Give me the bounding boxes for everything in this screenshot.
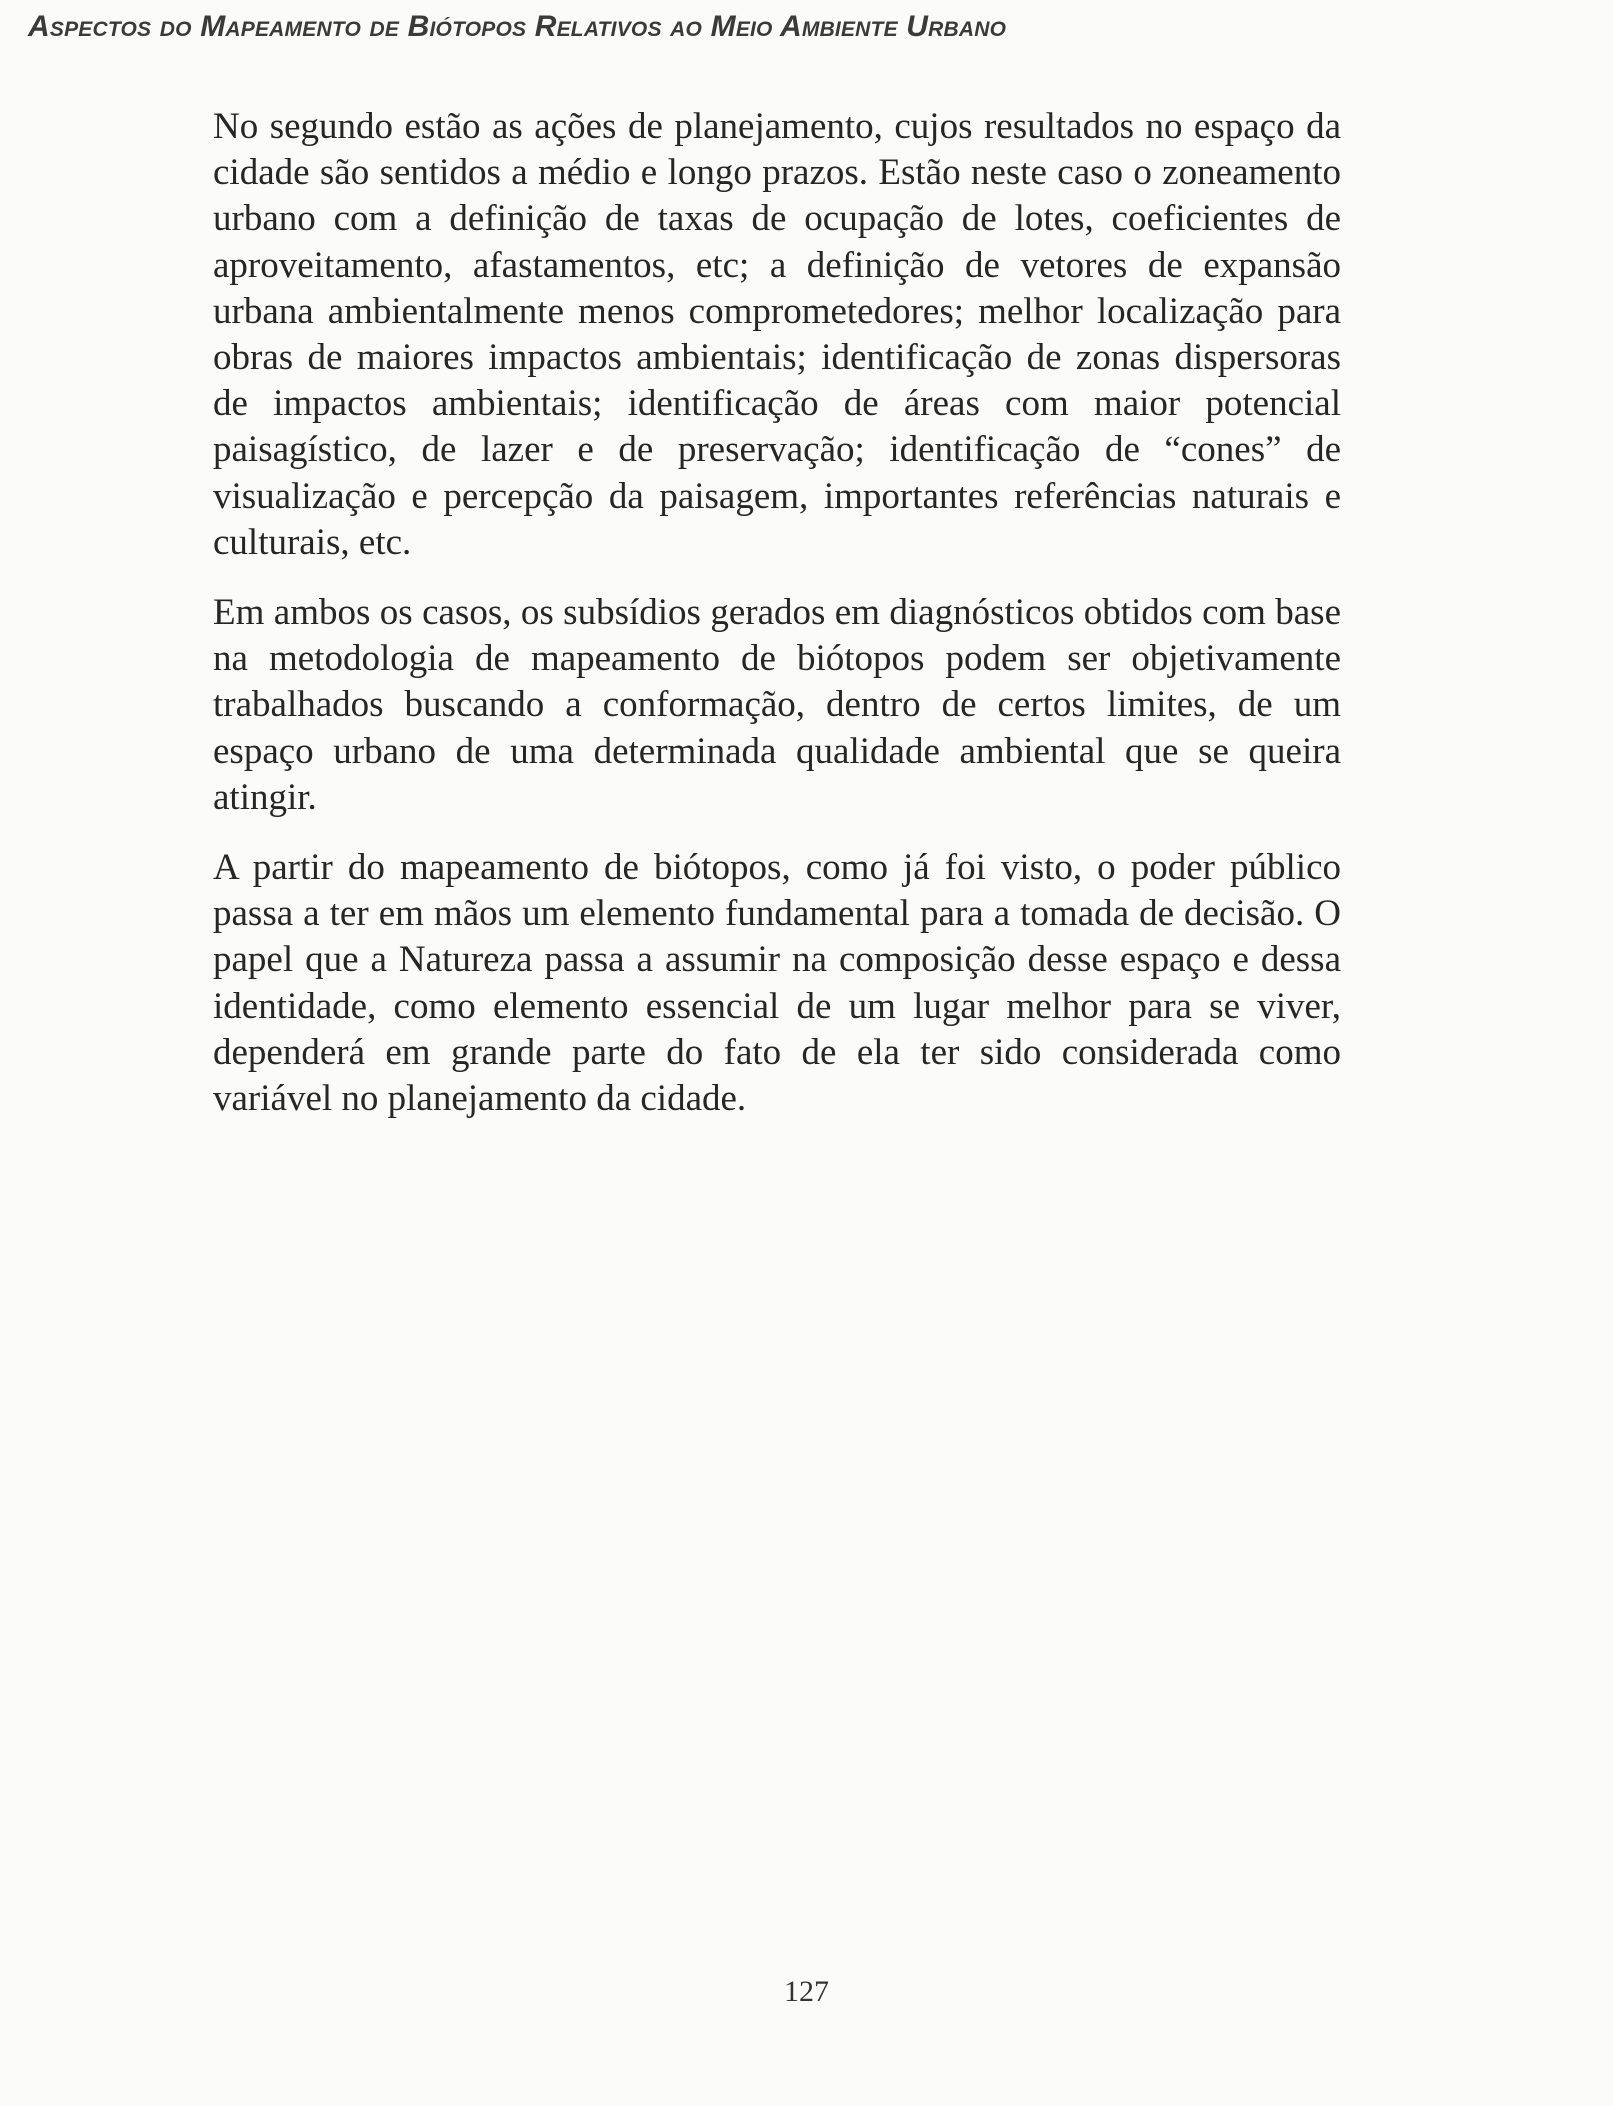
paragraph-2: Em ambos os casos, os subsídios gerados em diagnósticos obtidos com base na metodologia de mapeamento de biótopos podem ser objetivamente trabalhados buscando a conformação, dentro de certos limites, de um espaço urbano de uma determinada qualidade ambiental que se queira atingir.	[213, 592, 1341, 818]
running-header: Aspectos do Mapeamento de Biótopos Relativos ao Meio Ambiente Urbano	[28, 10, 1007, 43]
body-text	[213, 104, 1341, 1146]
paragraph-3: A partir do mapeamento de biótopos, como já foi visto, o poder público passa a ter em mãos um elemento fundamental para a tomada de decisão. O papel que a Natureza passa a assumir na composição desse espaço e dessa identidade, como elemento essencial de um lugar melhor para se viver, dependerá em grande parte do fato de ela ter sido considerada como variável no planejamento da cidade.	[213, 847, 1341, 1120]
paragraph-1: No segundo estão as ações de planejamento, cujos resultados no espaço da cidade são sentidos a médio e longo prazos. Estão neste caso o zoneamento urbano com a definição de taxas de ocupação de lotes, coeficientes de aproveitamento, afastamentos, etc; a definição de vetores de expansão urbana ambientalmente menos comprometedores; melhor localização para obras de maiores impactos ambientais; identificação de zonas dispersoras de impactos ambientais; identificação de áreas com maior potencial paisagístico, de lazer e de preservação; identificação de “cones” de visualização e percepção da paisagem, importantes referências naturais e culturais, etc.	[213, 106, 1341, 563]
page-number: 127	[784, 1975, 829, 2008]
